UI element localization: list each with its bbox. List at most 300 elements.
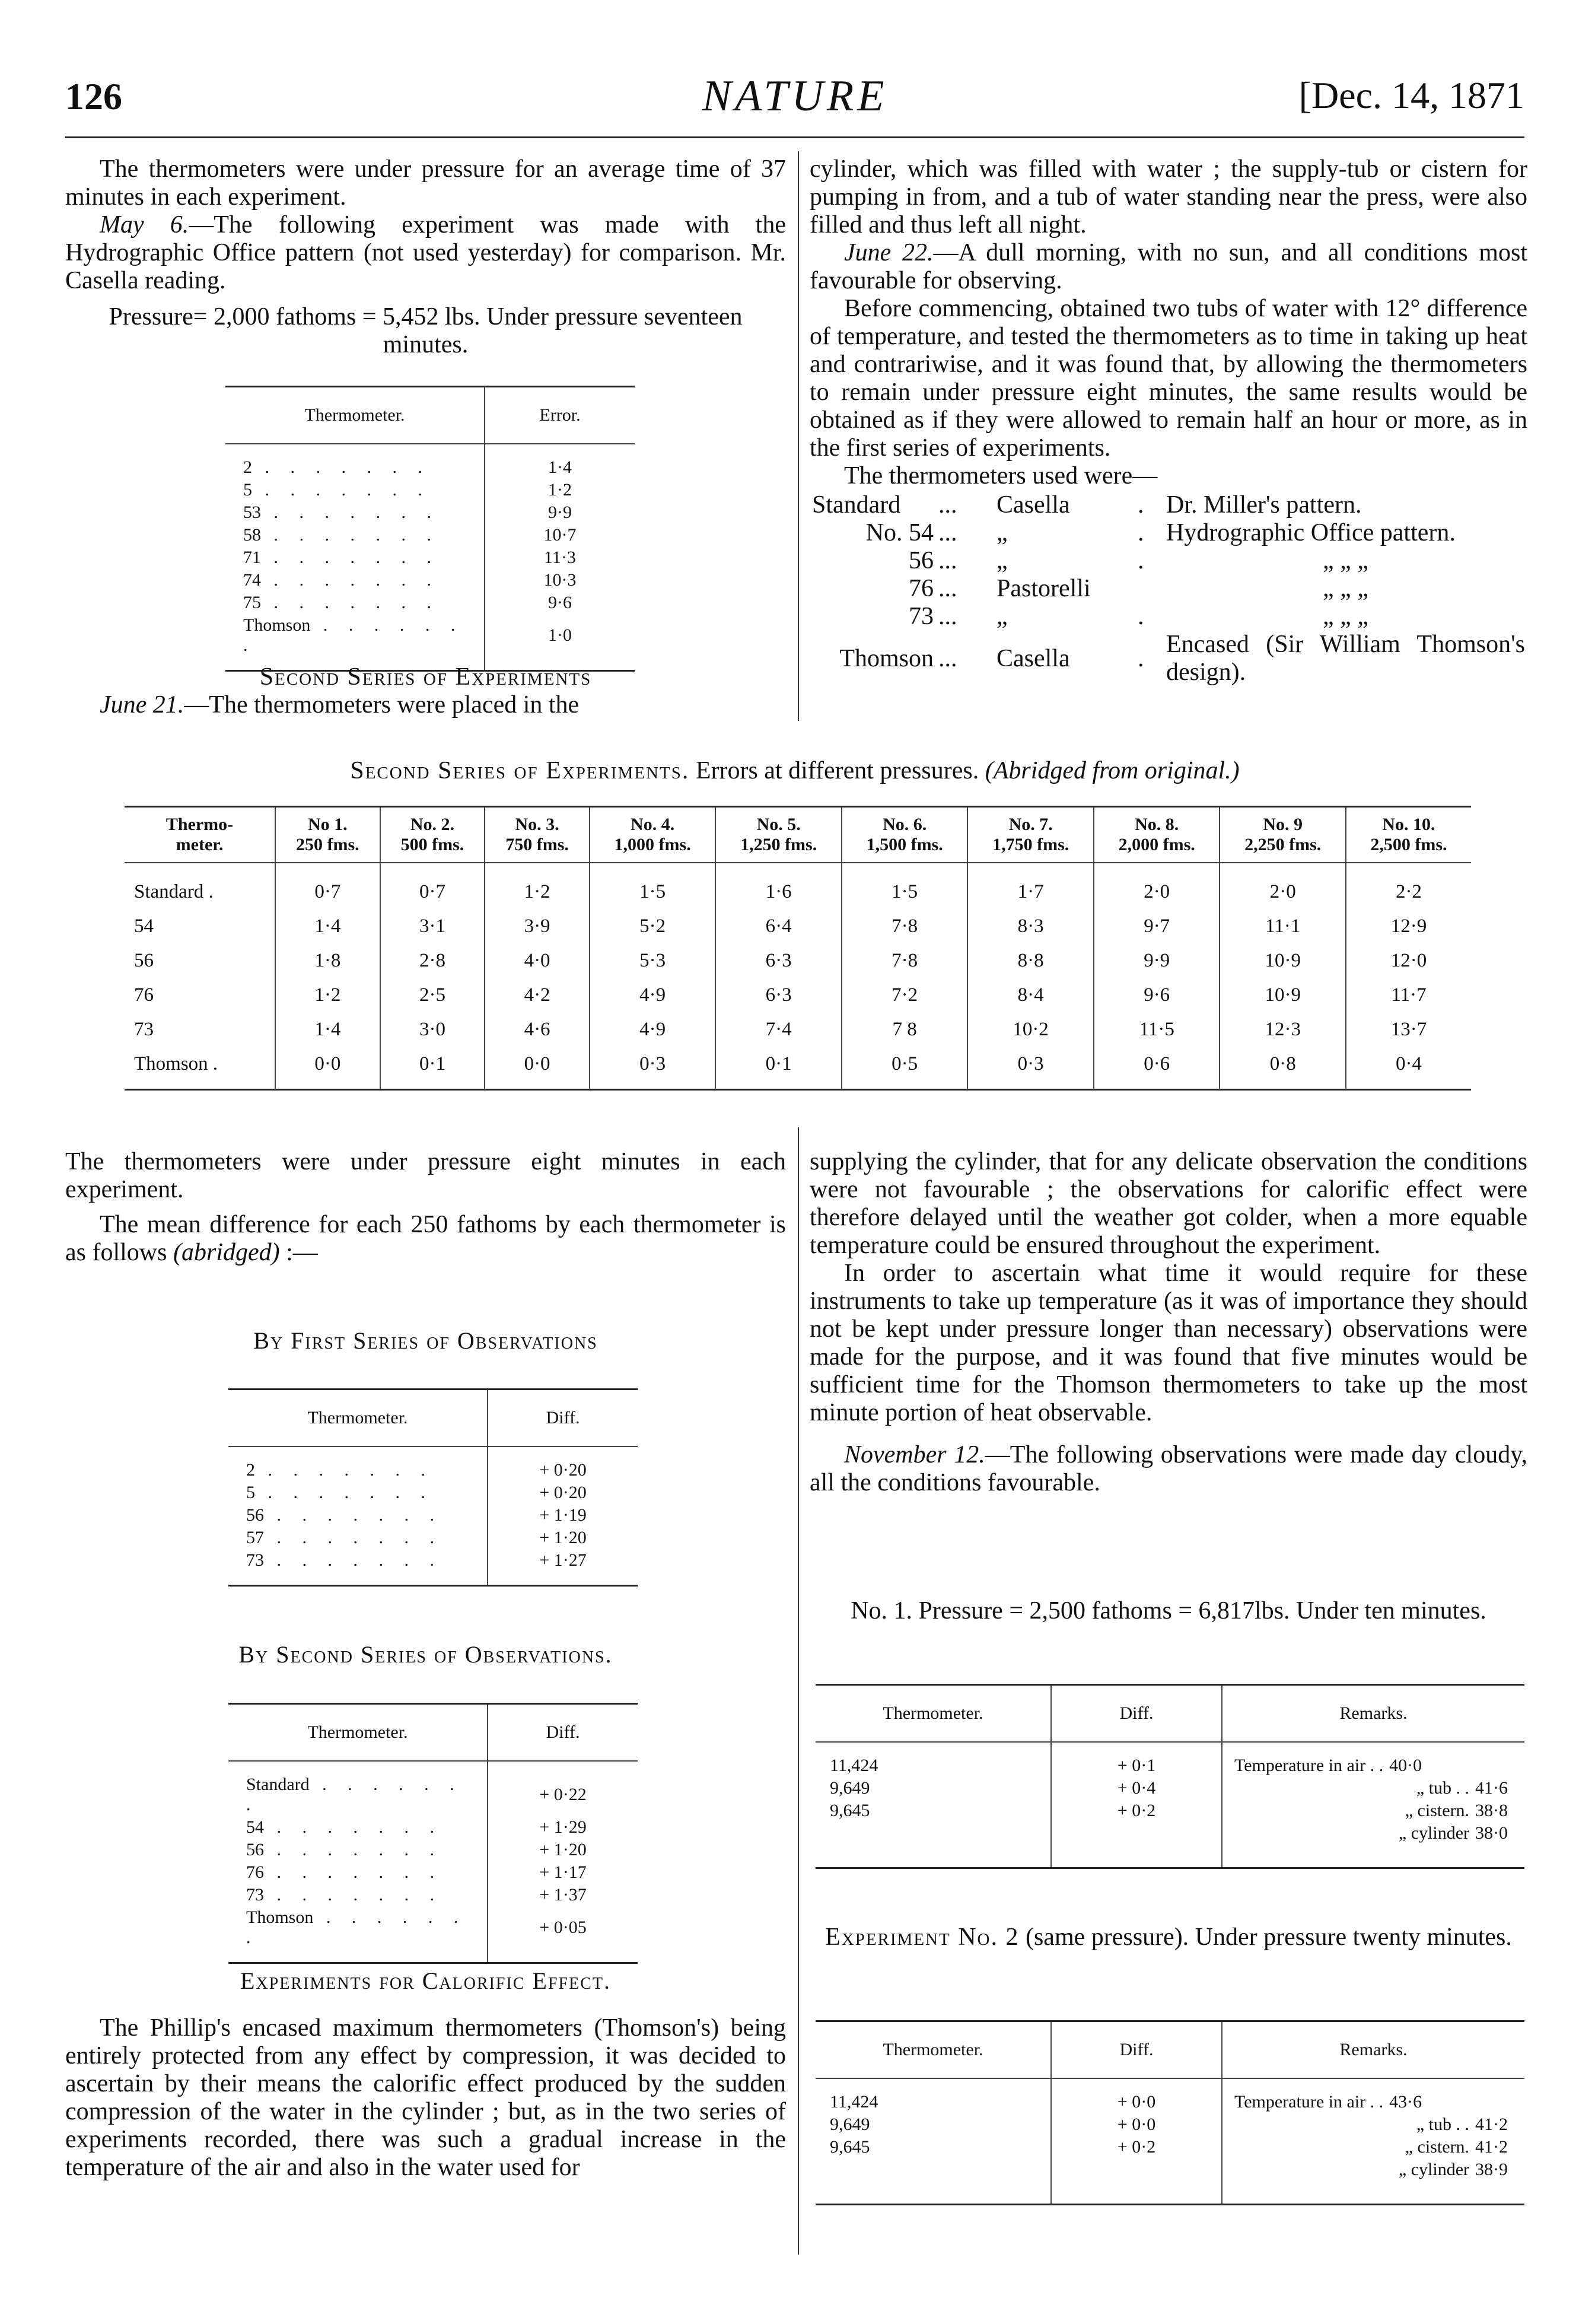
value-cell: + 1·19 — [488, 1504, 638, 1527]
error-cell: 0·1 — [380, 1047, 485, 1090]
thermometer-cell: Standard . . . . . . . — [246, 1775, 463, 1814]
dot-leader: . . . . . . . — [243, 615, 464, 655]
error-cell: 13·7 — [1346, 1012, 1471, 1047]
error-cell: 4·6 — [485, 1012, 590, 1047]
paragraph: June 21.—The thermometers were placed in the — [100, 691, 580, 718]
error-cell: 2·0 — [1220, 863, 1346, 909]
error-cell: 8·4 — [967, 978, 1094, 1012]
remark-cell — [1222, 2113, 1524, 2136]
dot-leader: . . . . . . . — [255, 1483, 434, 1502]
thermometer-cell: 71 . . . . . . . — [243, 548, 440, 567]
table-row — [228, 1549, 638, 1586]
error-cell: 1·4 — [275, 909, 380, 943]
value-cell: 9·6 — [485, 592, 635, 614]
list-cell: „ — [997, 603, 1008, 630]
list-item — [810, 631, 1527, 686]
error-cell: 10·9 — [1220, 943, 1346, 978]
thermometer-cell — [816, 1822, 1051, 1868]
error-cell: 2·2 — [1346, 863, 1471, 909]
remark-cell — [1222, 2136, 1524, 2158]
error-cell: 0·6 — [1094, 1047, 1220, 1090]
error-cell: 0·7 — [275, 863, 380, 909]
experiment-1-table — [816, 1684, 1524, 1869]
table-row — [125, 943, 1471, 978]
page-header — [65, 71, 1524, 138]
table-row — [225, 569, 635, 592]
list-cell: 56 — [909, 547, 934, 574]
thermometer-cell: 57 . . . . . . . — [246, 1528, 442, 1547]
table-row — [228, 1504, 638, 1527]
error-cell: 7·2 — [842, 978, 968, 1012]
value-cell: 10·7 — [485, 524, 635, 546]
second-series-table — [228, 1703, 638, 1964]
dot-leader: . . . . . . . — [264, 1862, 442, 1882]
remark-cell — [1222, 2158, 1524, 2205]
diff-cell: + 0·4 — [1051, 1777, 1222, 1800]
remark-label: „ tub . . — [1416, 1778, 1469, 1798]
table-row — [225, 592, 635, 614]
remark-value: 38·0 — [1475, 1823, 1508, 1843]
dot-leader: . . . . . . . — [252, 480, 431, 500]
column-header: Remarks. — [1222, 2021, 1524, 2079]
list-cell: Casella — [997, 644, 1070, 672]
column-header — [842, 807, 968, 863]
error-cell: 12·9 — [1346, 909, 1471, 943]
thermometer-cell: 2 . . . . . . . — [243, 457, 431, 477]
column-divider-top — [798, 151, 799, 721]
error-cell: 0·4 — [1346, 1047, 1471, 1090]
table-row — [225, 614, 635, 671]
header-line: 1,000 fms. — [614, 835, 691, 854]
error-cell: 6·3 — [715, 943, 842, 978]
list-cell: . — [1138, 603, 1144, 630]
thermometer-cell: 9,649 — [830, 2115, 870, 2134]
error-cell: 9·9 — [1094, 943, 1220, 978]
table-row — [816, 2113, 1524, 2136]
paragraph: May 6.—The following experiment was made with the Hydrographic Office pattern (not used yesterday) for comparison. Mr. Casella reading. — [65, 211, 786, 294]
list-item — [810, 519, 1527, 547]
column-header — [1220, 807, 1346, 863]
list-cell: Casella — [997, 491, 1070, 519]
error-cell: 10·9 — [1220, 978, 1346, 1012]
error-cell: 11·5 — [1094, 1012, 1220, 1047]
list-item — [810, 491, 1527, 519]
error-cell: 1·5 — [590, 863, 716, 909]
table-row — [125, 909, 1471, 943]
thermometer-cell: 75 . . . . . . . — [243, 593, 440, 612]
value-cell: + 1·20 — [488, 1839, 638, 1861]
error-cell: 1·2 — [275, 978, 380, 1012]
thermometer-cell: 9,645 — [830, 1801, 870, 1820]
list-cell: . — [1138, 547, 1144, 574]
table-row — [225, 524, 635, 546]
list-cell: . — [1138, 644, 1144, 672]
dot-leader: . . . . . . . — [261, 503, 440, 522]
thermometer-cell: 73 — [134, 1018, 154, 1040]
remark-label: Temperature in air . . — [1234, 1756, 1384, 1775]
column-header — [715, 807, 842, 863]
error-cell: 8·8 — [967, 943, 1094, 978]
header-line: 2,250 fms. — [1244, 835, 1322, 854]
header-line: No. 5. — [756, 815, 801, 834]
thermometer-cell: 73 . . . . . . . — [246, 1885, 442, 1905]
thermometer-cell: 9,645 — [830, 2137, 870, 2157]
remark-value: 40·0 — [1389, 1756, 1422, 1775]
value-cell: 1·4 — [485, 444, 635, 479]
dot-leader: . . . . . . . — [264, 1885, 442, 1905]
column-divider-bottom — [798, 1127, 799, 2255]
remark-line — [1227, 2160, 1520, 2180]
column-header: Diff. — [488, 1704, 638, 1762]
paragraph: The Phillip's encased maximum thermometers (Thomson's) being entirely protected from any effect by compression, it was decided to ascertain by their means the calorific effect produced by the sudden compression of the water in the cylinder ; but, as in the two series of experiments recorded, there was such a gradual increase in the temperature of the air and also in the water used for — [65, 2014, 786, 2181]
list-cell: Dr. Miller's pattern. — [1166, 491, 1362, 519]
error-cell: 11·7 — [1346, 978, 1471, 1012]
value-cell: + 0·20 — [488, 1446, 638, 1481]
dot-leader: . . . . . . . — [264, 1528, 442, 1547]
error-cell: 8·3 — [967, 909, 1094, 943]
remark-cell — [1222, 1822, 1524, 1868]
header-line: 2,000 fms. — [1118, 835, 1195, 854]
list-cell: ... — [938, 491, 957, 519]
error-cell: 0·3 — [967, 1047, 1094, 1090]
error-cell: 2·5 — [380, 978, 485, 1012]
left-top-tail — [65, 663, 786, 719]
column-header: Diff. — [1051, 1685, 1222, 1743]
list-cell: Pastorelli — [997, 575, 1091, 602]
error-cell: 1·7 — [967, 863, 1094, 909]
table-row — [816, 1742, 1524, 1777]
list-cell: Encased (Sir William Thomson's design). — [1166, 631, 1525, 686]
remark-label: „ cistern. — [1405, 2137, 1469, 2157]
table-row — [816, 2158, 1524, 2205]
error-cell: 9·7 — [1094, 909, 1220, 943]
header-line: No. 9 — [1263, 815, 1303, 834]
thermometer-cell — [816, 2158, 1051, 2205]
header-line: 2,500 fms. — [1370, 835, 1447, 854]
list-cell: ... — [938, 547, 957, 574]
remark-line — [1227, 1801, 1520, 1821]
table-row — [228, 1446, 638, 1481]
list-item — [810, 603, 1527, 631]
page-number: 126 — [65, 75, 122, 117]
calorific-heading: Experiments for Calorific Effect. — [240, 1967, 611, 1994]
error-cell: 5·3 — [590, 943, 716, 978]
header-line: 250 fms. — [296, 835, 359, 854]
list-cell: . — [1138, 491, 1144, 519]
table-row — [228, 1861, 638, 1884]
header-line: No. 6. — [883, 815, 927, 834]
dot-leader: . . . . . . . — [261, 525, 440, 545]
header-line: 500 fms. — [400, 835, 464, 854]
header-line: No. 3. — [515, 815, 559, 834]
thermometer-cell: 76 — [134, 984, 154, 1006]
error-cell: 4·2 — [485, 978, 590, 1012]
value-cell: + 0·22 — [488, 1761, 638, 1816]
paragraph: The thermometers used were— — [844, 462, 1158, 489]
header-line: No. 4. — [631, 815, 675, 834]
table-row — [225, 444, 635, 479]
calorific-paragraph-block — [65, 2014, 786, 2182]
error-cell: 2·8 — [380, 943, 485, 978]
right-top-column — [810, 155, 1527, 686]
diff-cell: + 0·1 — [1051, 1742, 1222, 1777]
dot-leader: . . . . . . . — [246, 1907, 467, 1947]
list-cell: 76 — [909, 575, 934, 602]
value-cell: + 0·05 — [488, 1906, 638, 1963]
first-series-heading: By First Series of Observations — [253, 1327, 598, 1354]
thermometer-cell: 56 . . . . . . . — [246, 1840, 442, 1859]
error-cell: 0·1 — [715, 1047, 842, 1090]
list-cell: „ — [997, 547, 1008, 574]
remark-label: „ tub . . — [1416, 2115, 1469, 2134]
column-header: Diff. — [1051, 2021, 1222, 2079]
column-header: Remarks. — [1222, 1685, 1524, 1743]
list-cell: ... — [938, 644, 957, 672]
dot-leader: . . . . . . . — [261, 593, 440, 612]
error-table — [225, 386, 635, 672]
value-cell: + 0·20 — [488, 1481, 638, 1504]
paragraph: The thermometers were under pressure for an average time of 37 minutes in each experiment. — [65, 155, 786, 211]
dot-leader: . . . . . . . — [264, 1550, 442, 1570]
remark-line — [1227, 2137, 1520, 2157]
table-row — [125, 978, 1471, 1012]
header-line: No. 7. — [1008, 815, 1053, 834]
header-line: No 1. — [308, 815, 348, 834]
remark-value: 41·6 — [1475, 1778, 1508, 1798]
dot-leader: . . . . . . . — [264, 1840, 442, 1859]
column-header: Thermometer. — [816, 1685, 1051, 1743]
thermometer-cell: 56 . . . . . . . — [246, 1505, 442, 1525]
first-series-table — [228, 1388, 638, 1587]
error-cell: 1·6 — [715, 863, 842, 909]
header-line: No. 8. — [1135, 815, 1179, 834]
header-line: 750 fms. — [505, 835, 569, 854]
paragraph: June 22.—A dull morning, with no sun, and all conditions most favourable for observing. — [810, 239, 1527, 294]
diff-cell: + 0·2 — [1051, 1800, 1222, 1822]
remark-value: 41·2 — [1475, 2137, 1508, 2157]
table-row — [228, 1527, 638, 1549]
remark-line — [1227, 2115, 1520, 2135]
errors-by-pressure-table — [125, 806, 1471, 1091]
header-line: 1,500 fms. — [866, 835, 943, 854]
header-line: No. 2. — [410, 815, 455, 834]
column-header: Thermometer. — [816, 2021, 1051, 2079]
header-line: 1,750 fms. — [992, 835, 1069, 854]
dot-leader: . . . . . . . — [252, 457, 431, 477]
paragraph: The thermometers were under pressure eight minutes in each experiment. — [65, 1148, 786, 1203]
error-cell: 3·0 — [380, 1012, 485, 1047]
table-row — [228, 1816, 638, 1839]
list-cell: „ „ „ — [1323, 547, 1368, 574]
value-cell: 11·3 — [485, 546, 635, 569]
thermometer-cell: Thomson . — [134, 1053, 218, 1074]
error-cell: 12·3 — [1220, 1012, 1346, 1047]
error-cell: 1·5 — [842, 863, 968, 909]
thermometer-cell: 11,424 — [830, 1756, 878, 1775]
list-cell: „ — [997, 519, 1008, 546]
right-bottom-column — [810, 1148, 1527, 1497]
diff-cell: + 0·2 — [1051, 2136, 1222, 2158]
thermometer-cell: Thomson . . . . . . . — [246, 1907, 467, 1947]
column-header — [275, 807, 380, 863]
thermometers-used-list — [810, 491, 1527, 686]
pressure-line: Pressure= 2,000 fathoms = 5,452 lbs. Under pressure seventeen minutes. — [109, 303, 743, 358]
list-cell: 73 — [909, 603, 934, 630]
error-cell: 9·6 — [1094, 978, 1220, 1012]
thermometer-cell: 56 — [134, 949, 154, 971]
list-cell: „ „ „ — [1323, 575, 1368, 602]
column-header: Diff. — [488, 1390, 638, 1447]
column-header — [1346, 807, 1471, 863]
thermometer-cell: Standard . — [134, 880, 214, 902]
list-cell: No. 54 — [865, 519, 934, 546]
table-row — [228, 1884, 638, 1906]
remark-value: 41·2 — [1475, 2115, 1508, 2134]
value-cell: + 1·17 — [488, 1861, 638, 1884]
second-series-heading: By Second Series of Observations. — [238, 1641, 613, 1668]
column-header — [1094, 807, 1220, 863]
section-heading: Second Series of Experiments — [259, 663, 592, 691]
value-cell: 9·9 — [485, 501, 635, 524]
list-cell: Thomson — [839, 644, 934, 672]
error-cell: 7 8 — [842, 1012, 968, 1047]
remark-label: „ cylinder — [1398, 2160, 1469, 2179]
error-cell: 4·9 — [590, 978, 716, 1012]
thermometer-cell: 74 . . . . . . . — [243, 570, 440, 590]
value-cell: + 1·20 — [488, 1527, 638, 1549]
paragraph: Before commencing, obtained two tubs of water with 12° difference of temperature, and tested the thermometers as to time in taking up heat and contrariwise, and it was found that, by allowing the thermometers to remain under pressure eight minutes, the same results would be obtained as if they were allowed to remain half an hour or more, as in the first series of experiments. — [810, 295, 1527, 462]
error-cell: 6·3 — [715, 978, 842, 1012]
column-header: Thermometer. — [228, 1704, 488, 1762]
error-cell: 0·0 — [485, 1047, 590, 1090]
thermometer-cell: Thomson . . . . . . . — [243, 615, 464, 655]
paragraph: cylinder, which was filled with water ; the supply-tub or cistern for pumping in from, and a tub of water standing near the press, were also filled and thus left all night. — [810, 155, 1527, 239]
error-cell: 1·4 — [275, 1012, 380, 1047]
paragraph: The mean difference for each 250 fathoms by each thermometer is as follows (abridged) :— — [65, 1211, 786, 1266]
remark-cell — [1222, 1800, 1524, 1822]
paragraph: supplying the cylinder, that for any delicate observation the conditions were not favourable ; the observations for calorific effect were therefore delayed until the weather got colder, when a more equable temperature could be ensured throughout the experiment. — [810, 1148, 1527, 1259]
error-cell: 7·8 — [842, 909, 968, 943]
list-cell: Hydrographic Office pattern. — [1166, 519, 1456, 546]
value-cell: + 1·29 — [488, 1816, 638, 1839]
header-line: No. 10. — [1382, 815, 1435, 834]
table-row — [228, 1906, 638, 1963]
error-cell: 4·0 — [485, 943, 590, 978]
table-row — [225, 546, 635, 569]
column-header — [125, 807, 275, 863]
thermometer-cell: 53 . . . . . . . — [243, 503, 440, 522]
error-cell: 7·4 — [715, 1012, 842, 1047]
left-bottom-column — [65, 1148, 786, 1267]
diff-cell: + 0·0 — [1051, 2078, 1222, 2113]
thermometer-cell: 76 . . . . . . . — [246, 1862, 442, 1882]
journal-title: NATURE — [702, 72, 888, 120]
remark-label: Temperature in air . . — [1234, 2092, 1384, 2112]
list-cell: ... — [938, 519, 957, 546]
dot-leader: . . . . . . . — [261, 570, 440, 590]
experiment-2-heading: Experiment No. 2 (same pressure). Under pressure twenty minutes. — [825, 1924, 1512, 1951]
column-header: Error. — [485, 387, 635, 444]
error-cell: 4·9 — [590, 1012, 716, 1047]
experiment-2-table — [816, 2020, 1524, 2205]
table-row — [816, 1800, 1524, 1822]
table-row — [228, 1761, 638, 1816]
error-cell: 0·7 — [380, 863, 485, 909]
value-cell: 1·0 — [485, 614, 635, 671]
remark-label: „ cistern. — [1405, 1801, 1469, 1820]
list-cell: Standard — [812, 491, 901, 519]
table-row — [816, 2136, 1524, 2158]
remark-line — [1227, 2092, 1520, 2112]
error-cell: 12·0 — [1346, 943, 1471, 978]
error-cell: 2·0 — [1094, 863, 1220, 909]
table-row — [816, 1822, 1524, 1868]
remark-line — [1227, 1778, 1520, 1798]
column-header — [380, 807, 485, 863]
table-row — [225, 501, 635, 524]
thermometer-cell: 54 — [134, 915, 154, 937]
diff-cell: + 0·0 — [1051, 2113, 1222, 2136]
issue-date: [Dec. 14, 1871 — [1298, 74, 1524, 116]
error-cell: 0·3 — [590, 1047, 716, 1090]
list-cell: „ „ „ — [1323, 603, 1368, 630]
error-cell: 7·8 — [842, 943, 968, 978]
header-line: Thermo- — [165, 815, 234, 834]
remark-line — [1227, 1823, 1520, 1843]
remark-cell — [1222, 1742, 1524, 1777]
table-row — [228, 1481, 638, 1504]
experiment-1-heading: No. 1. Pressure = 2,500 fathoms = 6,817lbs. Under ten minutes. — [851, 1597, 1486, 1624]
error-cell: 6·4 — [715, 909, 842, 943]
diff-cell — [1051, 2158, 1222, 2205]
thermometer-cell: 2 . . . . . . . — [246, 1460, 434, 1480]
remark-value: 38·9 — [1475, 2160, 1508, 2179]
table-row — [125, 1012, 1471, 1047]
error-cell: 1·2 — [485, 863, 590, 909]
header-line: meter. — [176, 835, 224, 854]
error-cell: 10·2 — [967, 1012, 1094, 1047]
table-row — [816, 2078, 1524, 2113]
list-cell — [1135, 575, 1164, 603]
column-header: Thermometer. — [225, 387, 485, 444]
dot-leader: . . . . . . . — [264, 1505, 442, 1525]
header-line: 1,250 fms. — [740, 835, 817, 854]
diff-cell — [1051, 1822, 1222, 1868]
error-cell: 5·2 — [590, 909, 716, 943]
list-cell: . — [1138, 519, 1144, 546]
paragraph: In order to ascertain what time it would require for these instruments to take up temperature (as it was of importance they should not be kept under pressure longer than necessary) observations were made for the purpose, and it was found that five minutes would be sufficient time for the Thomson thermometers to take up the most minute portion of heat observable. — [810, 1260, 1527, 1426]
list-item — [810, 575, 1527, 603]
dot-leader: . . . . . . . — [264, 1817, 442, 1837]
error-cell: 1·8 — [275, 943, 380, 978]
thermometer-cell: 5 . . . . . . . — [246, 1483, 434, 1502]
remark-value: 38·8 — [1475, 1801, 1508, 1820]
thermometer-cell: 54 . . . . . . . — [246, 1817, 442, 1837]
thermometer-cell: 9,649 — [830, 1778, 870, 1798]
table-row — [225, 479, 635, 501]
error-cell: 0·0 — [275, 1047, 380, 1090]
list-cell: ... — [938, 575, 957, 602]
left-top-column — [65, 155, 786, 359]
value-cell: 1·2 — [485, 479, 635, 501]
thermometer-cell: 73 . . . . . . . — [246, 1550, 442, 1570]
value-cell: + 1·27 — [488, 1549, 638, 1586]
table-row — [228, 1839, 638, 1861]
remark-cell — [1222, 2078, 1524, 2113]
dot-leader: . . . . . . . — [246, 1775, 463, 1814]
column-header: Thermometer. — [228, 1390, 488, 1447]
paragraph: November 12.—The following observations were made day cloudy, all the conditions favourable. — [810, 1441, 1527, 1496]
